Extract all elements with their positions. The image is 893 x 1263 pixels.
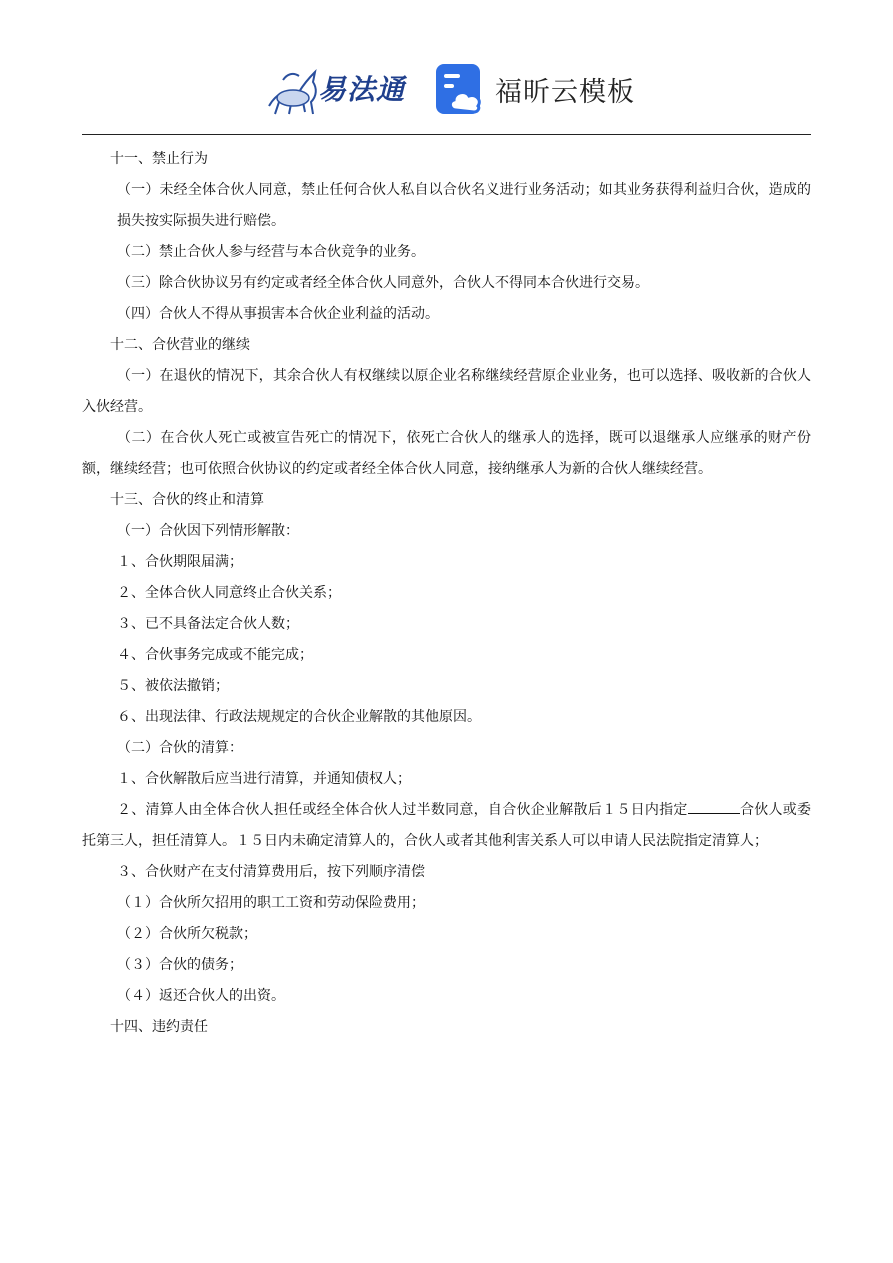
- list-item: １、合伙期限届满；: [117, 554, 243, 570]
- list-item: ３、合伙财产在支付清算费用后，按下列顺序清偿: [117, 864, 425, 880]
- fill-in-blank[interactable]: [688, 799, 740, 814]
- paragraph: （一）合伙因下列情形解散：: [117, 523, 299, 539]
- list-item: １、合伙解散后应当进行清算，并通知债权人；: [117, 771, 411, 787]
- list-item: ３、已不具备法定合伙人数；: [117, 616, 299, 632]
- logo-yifatong-text: 易法通: [318, 73, 406, 106]
- paragraph: （三）除合伙协议另有约定或者经全体合伙人同意外，合伙人不得同本合伙进行交易。: [117, 275, 649, 291]
- header-divider: [82, 134, 811, 135]
- paragraph: （二）禁止合伙人参与经营与本合伙竞争的业务。: [117, 244, 425, 260]
- paragraph: （一）未经全体合伙人同意，禁止任何合伙人私自以合伙名义进行业务活动；如其业务获得利益归合伙，造成的损失按实际损失进行赔偿。: [117, 182, 811, 229]
- list-item: （１）合伙所欠招用的职工工资和劳动保险费用；: [117, 895, 425, 911]
- list-item: ５、被依法撤销；: [117, 678, 229, 694]
- section-heading: 十一、禁止行为: [110, 151, 208, 167]
- paragraph: （四）合伙人不得从事损害本合伙企业利益的活动。: [117, 306, 439, 322]
- page-header: [0, 58, 893, 122]
- list-item: [82, 795, 811, 857]
- paragraph: （二）合伙的清算：: [117, 740, 243, 756]
- list-item: （３）合伙的债务；: [117, 957, 243, 973]
- logo-fuxin-template-text: 福昕云模板: [495, 77, 635, 108]
- list-item: ２、全体合伙人同意终止合伙关系；: [117, 585, 341, 601]
- cloud-document-icon: [436, 64, 486, 116]
- list-item: ４、合伙事务完成或不能完成；: [117, 647, 313, 663]
- list-item: （４）返还合伙人的出资。: [117, 988, 285, 1004]
- list-item: （２）合伙所欠税款；: [117, 926, 257, 942]
- document-body: [82, 144, 811, 1043]
- section-heading: 十三、合伙的终止和清算: [110, 492, 264, 508]
- clause-text-start: ２、清算人由全体合伙人担任或经全体合伙人过半数同意，自合伙企业解散后１５日内指定: [117, 802, 688, 818]
- section-heading: 十四、违约责任: [110, 1019, 208, 1035]
- clause-text-end: 合伙人或委托第三人，担任清算人。１５日内未确定清算人的，合伙人或者其他利害关系人可以申请人民法院指定清算人；: [82, 802, 812, 849]
- paragraph: （一）在退伙的情况下，其余合伙人有权继续以原企业名称继续经营原企业业务，也可以选择、吸收新的合伙人入伙经营。: [82, 368, 811, 415]
- paragraph: （二）在合伙人死亡或被宣告死亡的情况下，依死亡合伙人的继承人的选择，既可以退继承人应继承的财产份额，继续经营；也可依照合伙协议的约定或者经全体合伙人同意，接纳继承人为新的合伙人继续经营。: [82, 430, 811, 477]
- list-item: ６、出现法律、行政法规规定的合伙企业解散的其他原因。: [117, 709, 481, 725]
- section-heading: 十二、合伙营业的继续: [110, 337, 250, 353]
